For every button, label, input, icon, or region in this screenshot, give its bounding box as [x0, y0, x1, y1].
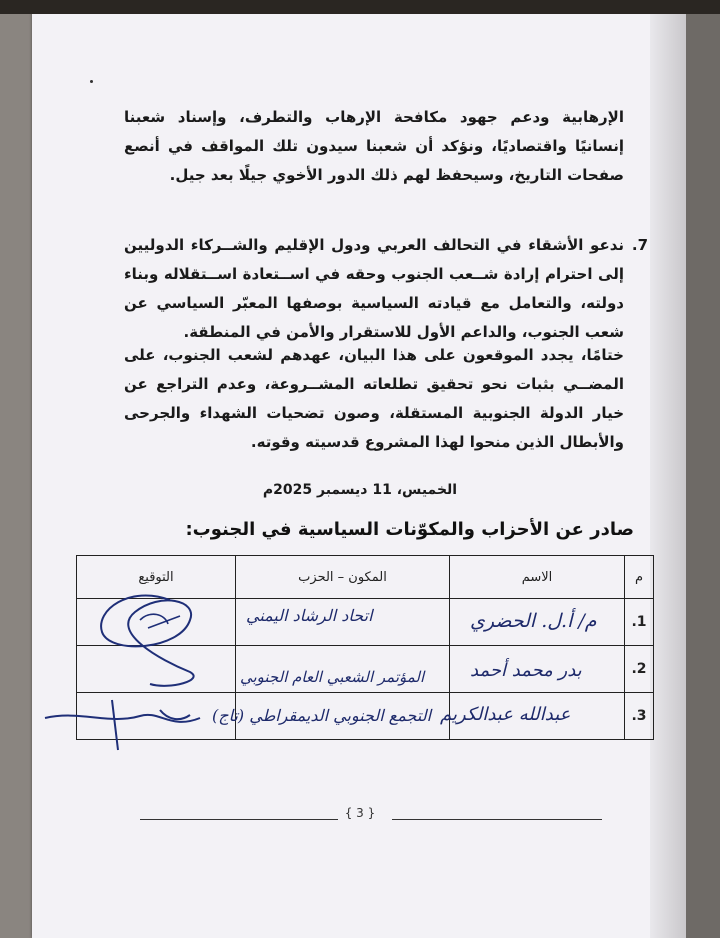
- item-7-number: 7.: [631, 236, 648, 254]
- background-top: [0, 0, 720, 14]
- row-number: 3.: [625, 693, 654, 740]
- header-num: م: [625, 556, 654, 599]
- row-number: 1.: [625, 599, 654, 646]
- header-party: المكون – الحزب: [236, 556, 450, 599]
- paragraph-continuation: الإرهابية ودعم جهود مكافحة الإرهاب والتطرف، وإسناد شعبنا إنسانيًا واقتصاديًا، ونؤكد أن شعبنا سيدون تلك المواقف في أنصع صفحات التاريخ، وسيحفظ لهم ذلك الدور الأخوي جيلًا بعد جيل.: [124, 108, 624, 184]
- signature-scribbles: [40, 580, 240, 770]
- page-number: { 3 }: [344, 806, 376, 820]
- footer-rule-right: [392, 819, 602, 820]
- closing-paragraph: ختامًا، يجدد الموقعون على هذا البيان، عهدهم لشعب الجنوب، على المضــي بثبات نحو تحقيق تطلعاته المشــروعة، وعدم التراجع عن خيار الدولة الجنوبية المستقلة، وصون تضحيات الشهداء والجرحى والأبطال الذين منحوا لهذا المشروع قدسيته وقوته.: [124, 346, 624, 451]
- issuer-heading: صادر عن الأحزاب والمكوّنات السياسية في الجنوب:: [185, 519, 634, 540]
- header-name: الاسم: [450, 556, 625, 599]
- document-date: الخميس، 11 ديسمبر 2025م: [262, 482, 458, 498]
- handwritten-party-3: التجمع الجنوبي الديمقراطي (تاج): [212, 706, 432, 725]
- row-number: 2.: [625, 646, 654, 693]
- handwritten-name-1: م/ أ.ل. الحضري: [470, 610, 597, 632]
- item-7: [124, 231, 648, 347]
- header-signature: التوقيع: [77, 556, 236, 599]
- item-7-text: ندعو الأشقاء في التحالف العربي ودول الإقليم والشــركاء الدوليين إلى احترام إرادة شــعب الجنوب وحقه في اســتعادة اســتقلاله وبناء دولته، والتعامل مع قيادته السياسية بوصفها المعبّر السياسي عن شعب الجنوب، والداعم الأول للاستقرار والأمن في المنطقة.: [124, 236, 624, 341]
- background-left: [0, 0, 32, 938]
- handwritten-party-2: المؤتمر الشعبي العام الجنوبي: [240, 668, 425, 686]
- signature-1: [101, 595, 194, 685]
- page-fold-shadow: [650, 12, 688, 938]
- footer-rule-left: [140, 819, 338, 820]
- handwritten-name-2: بدر محمد أحمد: [470, 660, 582, 681]
- signature-1-detail: [140, 614, 180, 628]
- handwritten-name-3: عبدالله عبدالكريم: [440, 704, 571, 725]
- page-number-value: 3: [356, 806, 364, 820]
- background-right: [686, 0, 720, 938]
- handwritten-party-1: اتحاد الرشاد اليمني: [246, 606, 373, 625]
- ink-dot: [90, 80, 93, 83]
- signature-3: [45, 700, 200, 750]
- page-number-footer: [0, 802, 720, 821]
